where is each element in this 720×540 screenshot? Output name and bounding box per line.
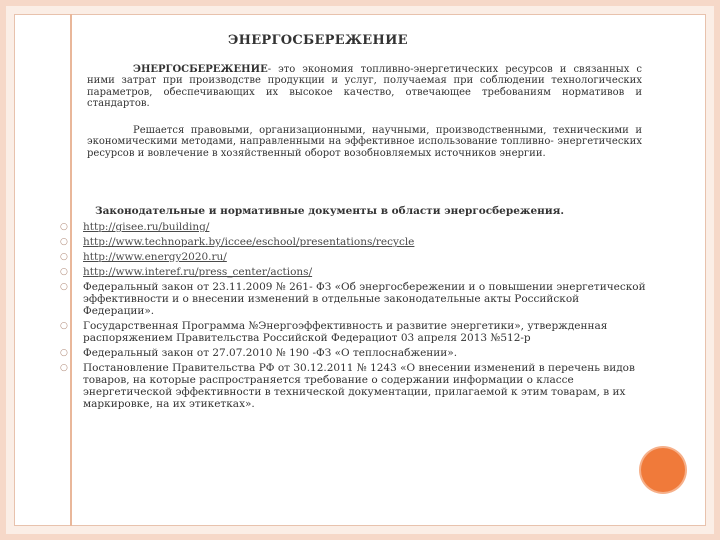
resource-link[interactable]: http://gisee.ru/building/ [83,221,210,233]
resource-link[interactable]: http://www.energy2020.ru/ [83,251,227,263]
definition-term: ЭНЕРГОСБЕРЕЖЕНИЕ [133,64,268,75]
bullet-circle-icon: ○ [60,321,68,331]
laws-heading: Законодательные и нормативные документы в области энергосбережения. [95,205,565,217]
definition-text: - это экономия топливно-энергетических ресурсов и связанных с ними затрат при производстве продукции и услуг, получаемая при соблюдении технологических параметров, обеспечивающих их высокое качество, отвечающее требованиям нормативов и стандартов. [87,64,642,110]
document-list-item [58,320,648,344]
bullet-circle-icon: ○ [60,237,68,247]
bullet-circle-icon: ○ [60,348,68,358]
resource-link[interactable]: http://www.technopark.by/iccee/eschool/presentations/recycle [83,236,415,248]
bullet-circle-icon: ○ [60,282,68,292]
link-list-item [58,266,648,278]
document-text: Федеральный закон от 27.07.2010 № 190 -ФЗ «О теплоснабжении». [83,347,458,359]
definition-paragraph [87,64,642,110]
resource-link[interactable]: http://www.interef.ru/press_center/actions/ [83,266,313,278]
methods-paragraph [87,125,642,159]
document-list-item [58,362,648,410]
document-list-item [58,347,648,359]
document-list-item [58,281,648,317]
decorative-circle [641,448,685,492]
bullet-circle-icon: ○ [60,252,68,262]
link-list-item [58,251,648,263]
bullet-circle-icon: ○ [60,222,68,232]
link-list-item [58,221,648,233]
document-text: Федеральный закон от 23.11.2009 № 261- ФЗ «Об энергосбережении и о повышении энергетической эффективности и о внесении изменений в отдельные законодательные акты Российской Федерации». [83,281,646,317]
documents-list [58,221,648,413]
link-list-item [58,236,648,248]
bullet-circle-icon: ○ [60,363,68,373]
slide-title: ЭНЕРГОСБЕРЕЖЕНИЕ [228,33,408,48]
document-text: Государственная Программа №Энергоэффективность и развитие энергетики», утвержденная распоряжением Правительства Российской Федерациот 03 апреля 2013 №512-р [83,320,608,344]
bullet-circle-icon: ○ [60,267,68,277]
methods-text: Решается правовыми, организационными, научными, производственными, техническими и экономическими методами, направленными на эффективное использование топливно- энергетических ресурсов и вовлечение в хозяйственный оборот возобновляемых источников энергии. [87,125,642,159]
document-text: Постановление Правительства РФ от 30.12.2011 № 1243 «О внесении изменений в перечень видов товаров, на которые распространяется требование о содержании информации о классе энергетической эффективности в технической документации, прилагаемой к этим товарам, в их маркировке, на их этикетках». [83,362,635,410]
